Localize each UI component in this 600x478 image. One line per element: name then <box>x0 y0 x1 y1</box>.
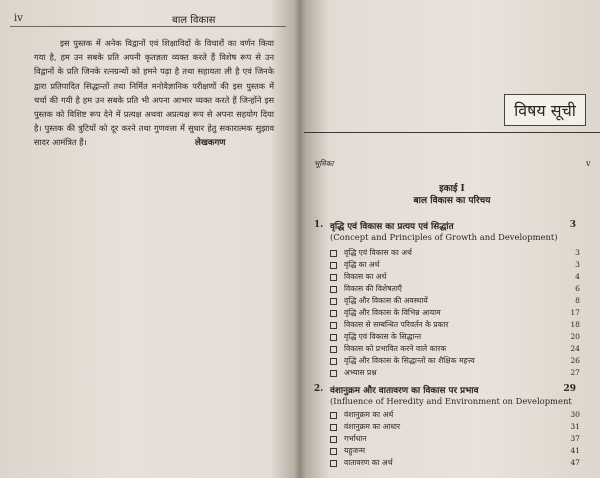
toc-item <box>330 296 580 308</box>
chapter-title: वृद्धि एवं विकास का प्रत्यय एवं सिद्धांत <box>330 222 454 232</box>
item-label: विकास का अर्थ <box>344 272 387 281</box>
checkbox-bullet <box>330 334 337 341</box>
toc-item <box>330 356 580 368</box>
chapter-number: 2. <box>314 384 324 394</box>
toc-item <box>330 332 580 344</box>
toc-item <box>330 284 580 296</box>
item-page: 8 <box>575 296 580 305</box>
left-page <box>0 0 296 478</box>
item-label: अभ्यास प्रश्न <box>344 368 377 377</box>
checkbox-bullet <box>330 286 337 293</box>
toc-item <box>330 248 580 260</box>
checkbox-bullet <box>330 346 337 353</box>
toc-item <box>330 368 580 380</box>
item-label: विकास की विशेषताएँ <box>344 284 402 293</box>
title-rule <box>304 132 600 133</box>
item-label: यहुजन्म <box>344 446 366 455</box>
unit-label: इकाई I <box>439 184 465 194</box>
item-label: वृद्धि एवं विकास का अर्थ <box>344 248 412 257</box>
toc-item <box>330 434 580 446</box>
running-head: बाल विकास <box>172 15 216 26</box>
chapter-title: वंशानुक्रम और वातावरण का विकास पर प्रभाव <box>330 386 479 396</box>
checkbox-bullet <box>330 250 337 257</box>
intro-page: v <box>586 159 591 168</box>
item-page: 30 <box>570 410 580 419</box>
chapter-2-english: (Influence of Heredity and Environment on Development <box>330 396 572 406</box>
chapter-1-english: (Concept and Principles of Growth and Development) <box>330 232 558 242</box>
item-page: 6 <box>575 284 580 293</box>
checkbox-bullet <box>330 262 337 269</box>
toc-title-box <box>504 94 586 126</box>
checkbox-bullet <box>330 298 337 305</box>
header-rule <box>10 26 286 27</box>
checkbox-bullet <box>330 424 337 431</box>
item-label: वृद्धि एवं विकास के सिद्धान्त <box>344 332 422 341</box>
item-label: वृद्धि का अर्थ <box>344 260 380 269</box>
item-label: वृद्धि और विकास के विभिन्न आयाम <box>344 308 441 317</box>
checkbox-bullet <box>330 436 337 443</box>
checkbox-bullet <box>330 370 337 377</box>
checkbox-bullet <box>330 448 337 455</box>
toc-item <box>330 320 580 332</box>
toc-item <box>330 446 580 458</box>
checkbox-bullet <box>330 358 337 365</box>
item-page: 20 <box>570 332 580 341</box>
item-label: वृद्धि और विकास के सिद्धान्तों का शैक्षिक महत्त्व <box>344 356 475 365</box>
item-label: वंशानुक्रम का अर्थ <box>344 410 394 419</box>
item-label: वृद्धि और विकास की अवस्थायें <box>344 296 428 305</box>
item-page: 17 <box>570 308 580 317</box>
item-page: 3 <box>575 248 580 257</box>
item-page: 41 <box>570 446 580 455</box>
checkbox-bullet <box>330 412 337 419</box>
checkbox-bullet <box>330 460 337 467</box>
toc-item <box>330 344 580 356</box>
toc-item <box>330 410 580 422</box>
item-page: 4 <box>575 272 580 281</box>
chapter-number: 1. <box>314 220 324 230</box>
preface-text: इस पुस्तक में अनेक विद्वानों एवं शिक्षाविदों के विचारों का वर्णन किया गया है, हम उन सबके प्रति अपनी कृतज्ञता व्यक्त करते हैं विशेष रूप से उन विद्वानों के प्रति जिनके रत्नग्रन्थों को हमने पढ़ा है तथा सहायता ली है एवं जिनके द्वारा प्रतिपादित सिद्धान्तों तथा निर्मित मनोवैज्ञानिक परीक्षणों की इस पुस्तक में चर्चा की गयी है हम उन सबके प्रति भी अपना आभार व्यक्त करते हैं जिन्होंने इस पुस्तक को विशिष्ट रूप देने में प्रत्यक्ष अथवा अप्रत्यक्ष रूप से अपना सहयोग दिया है। पुस्तक की त्रुटियों को दूर करने तथा गुणवत्ता में सुधार हेतु सकारात्मक सुझाव सादर आमंत्रित हैं। <box>34 38 274 148</box>
item-label: विकास को प्रभावित करने वाले कारक <box>344 344 447 353</box>
chapter-page: 29 <box>563 384 576 394</box>
item-page: 47 <box>570 458 580 467</box>
signature: लेखकगण <box>195 138 226 148</box>
item-page: 3 <box>575 260 580 269</box>
item-page: 31 <box>570 422 580 431</box>
right-page <box>304 0 600 478</box>
checkbox-bullet <box>330 310 337 317</box>
item-page: 24 <box>570 344 580 353</box>
checkbox-bullet <box>330 322 337 329</box>
checkbox-bullet <box>330 274 337 281</box>
item-label: विकास से सम्बन्धित परिवर्तन के प्रकार <box>344 320 449 329</box>
item-page: 27 <box>570 368 580 377</box>
item-label: गर्भाधान <box>344 434 367 443</box>
page-number: iv <box>14 13 23 24</box>
item-label: वातावरण का अर्थ <box>344 458 393 467</box>
unit-title: बाल विकास का परिचय <box>413 196 491 206</box>
intro-label: भूमिका <box>314 159 334 168</box>
chapter-page: 3 <box>569 220 576 230</box>
toc-item <box>330 260 580 272</box>
toc-item <box>330 458 580 470</box>
toc-item <box>330 272 580 284</box>
item-page: 26 <box>570 356 580 365</box>
toc-item <box>330 422 580 434</box>
item-label: वंशानुक्रम का आधार <box>344 422 401 431</box>
toc-title: विषय सूची <box>514 101 576 120</box>
toc-item <box>330 308 580 320</box>
item-page: 18 <box>570 320 580 329</box>
item-page: 37 <box>570 434 580 443</box>
